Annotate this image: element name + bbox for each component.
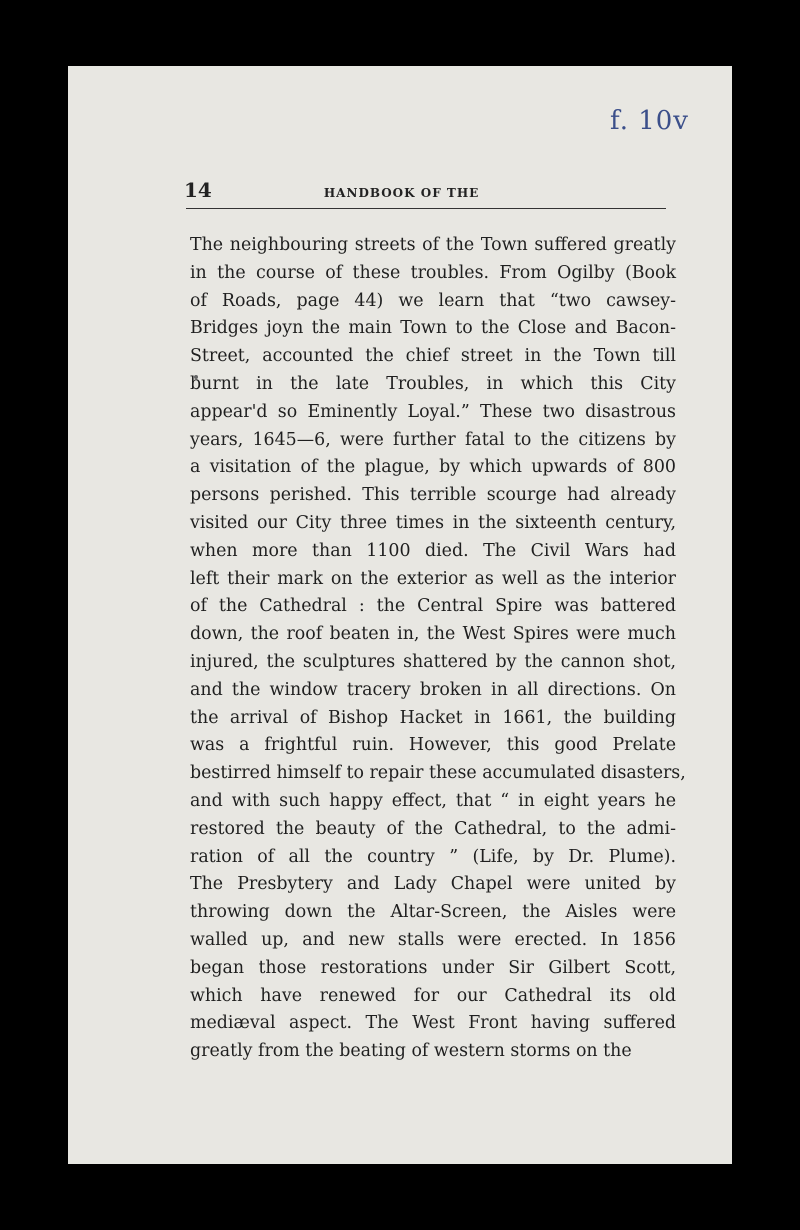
header-rule: [186, 208, 666, 209]
text-line: The neighbouring streets of the Town suffered greatly: [190, 235, 676, 255]
text-line: appear'd so Eminently Loyal.” These two disastrous: [190, 401, 676, 422]
text-line: walled up, and new stalls were erected. In 1856: [190, 929, 676, 950]
text-line: which have renewed for our Cathedral its old: [190, 985, 676, 1006]
text-line: throwing down the Altar-Screen, the Aisles were: [190, 902, 676, 923]
page-header: [184, 178, 664, 202]
text-line: and the window tracery broken in all directions. On: [190, 679, 676, 700]
folio-annotation: f. 10v: [610, 106, 689, 136]
running-head: HANDBOOK OF THE: [323, 186, 480, 200]
text-line: mediæval aspect. The West Front having suffered: [190, 1013, 676, 1034]
text-line: of Roads, page 44) we learn that “two cawsey-: [190, 290, 676, 311]
text-line: greatly from the beating of western storms on the: [190, 1041, 632, 1062]
text-line: Street, accounted the chief street in the Town till: [190, 346, 676, 367]
text-line: began those restorations under Sir Gilbert Scott,: [190, 957, 676, 978]
page-number: 14: [184, 178, 212, 202]
text-line: of the Cathedral : the Central Spire was battered: [190, 596, 676, 617]
text-line: Bridges joyn the main Town to the Close and Bacon-: [190, 318, 676, 339]
text-line: The Presbytery and Lady Chapel were united by: [190, 874, 676, 895]
text-line: bestirred himself to repair these accumulated disasters,: [190, 763, 686, 784]
text-line: restored the beauty of the Cathedral, to the admi-: [190, 818, 676, 839]
text-line: injured, the sculptures shattered by the cannon shot,: [190, 651, 676, 672]
text-line: in the course of these troubles. From Ogilby (Book: [190, 262, 676, 283]
text-line: ration of all the country ” (Life, by Dr. Plume).: [190, 846, 676, 867]
text-line: persons perished. This terrible scourge had already: [190, 485, 676, 506]
text-line: left their mark on the exterior as well as the interior: [190, 568, 676, 589]
text-line: burnt in the late Troubles, in which this City: [190, 373, 676, 394]
text-line: visited our City three times in the sixteenth century,: [190, 512, 676, 533]
text-line: was a frightful ruin. However, this good Prelate: [190, 735, 676, 756]
text-line: years, 1645—6, were further fatal to the citizens by: [190, 429, 676, 450]
text-line: the arrival of Bishop Hacket in 1661, the building: [190, 707, 676, 728]
text-line: and with such happy effect, that “ in eight years he: [190, 790, 676, 811]
text-line: when more than 1100 died. The Civil Wars had: [190, 540, 676, 561]
text-line: a visitation of the plague, by which upwards of 800: [190, 457, 676, 478]
text-line: down, the roof beaten in, the West Spires were much: [190, 624, 676, 645]
body-text: [190, 232, 686, 1066]
book-page: [68, 66, 732, 1164]
